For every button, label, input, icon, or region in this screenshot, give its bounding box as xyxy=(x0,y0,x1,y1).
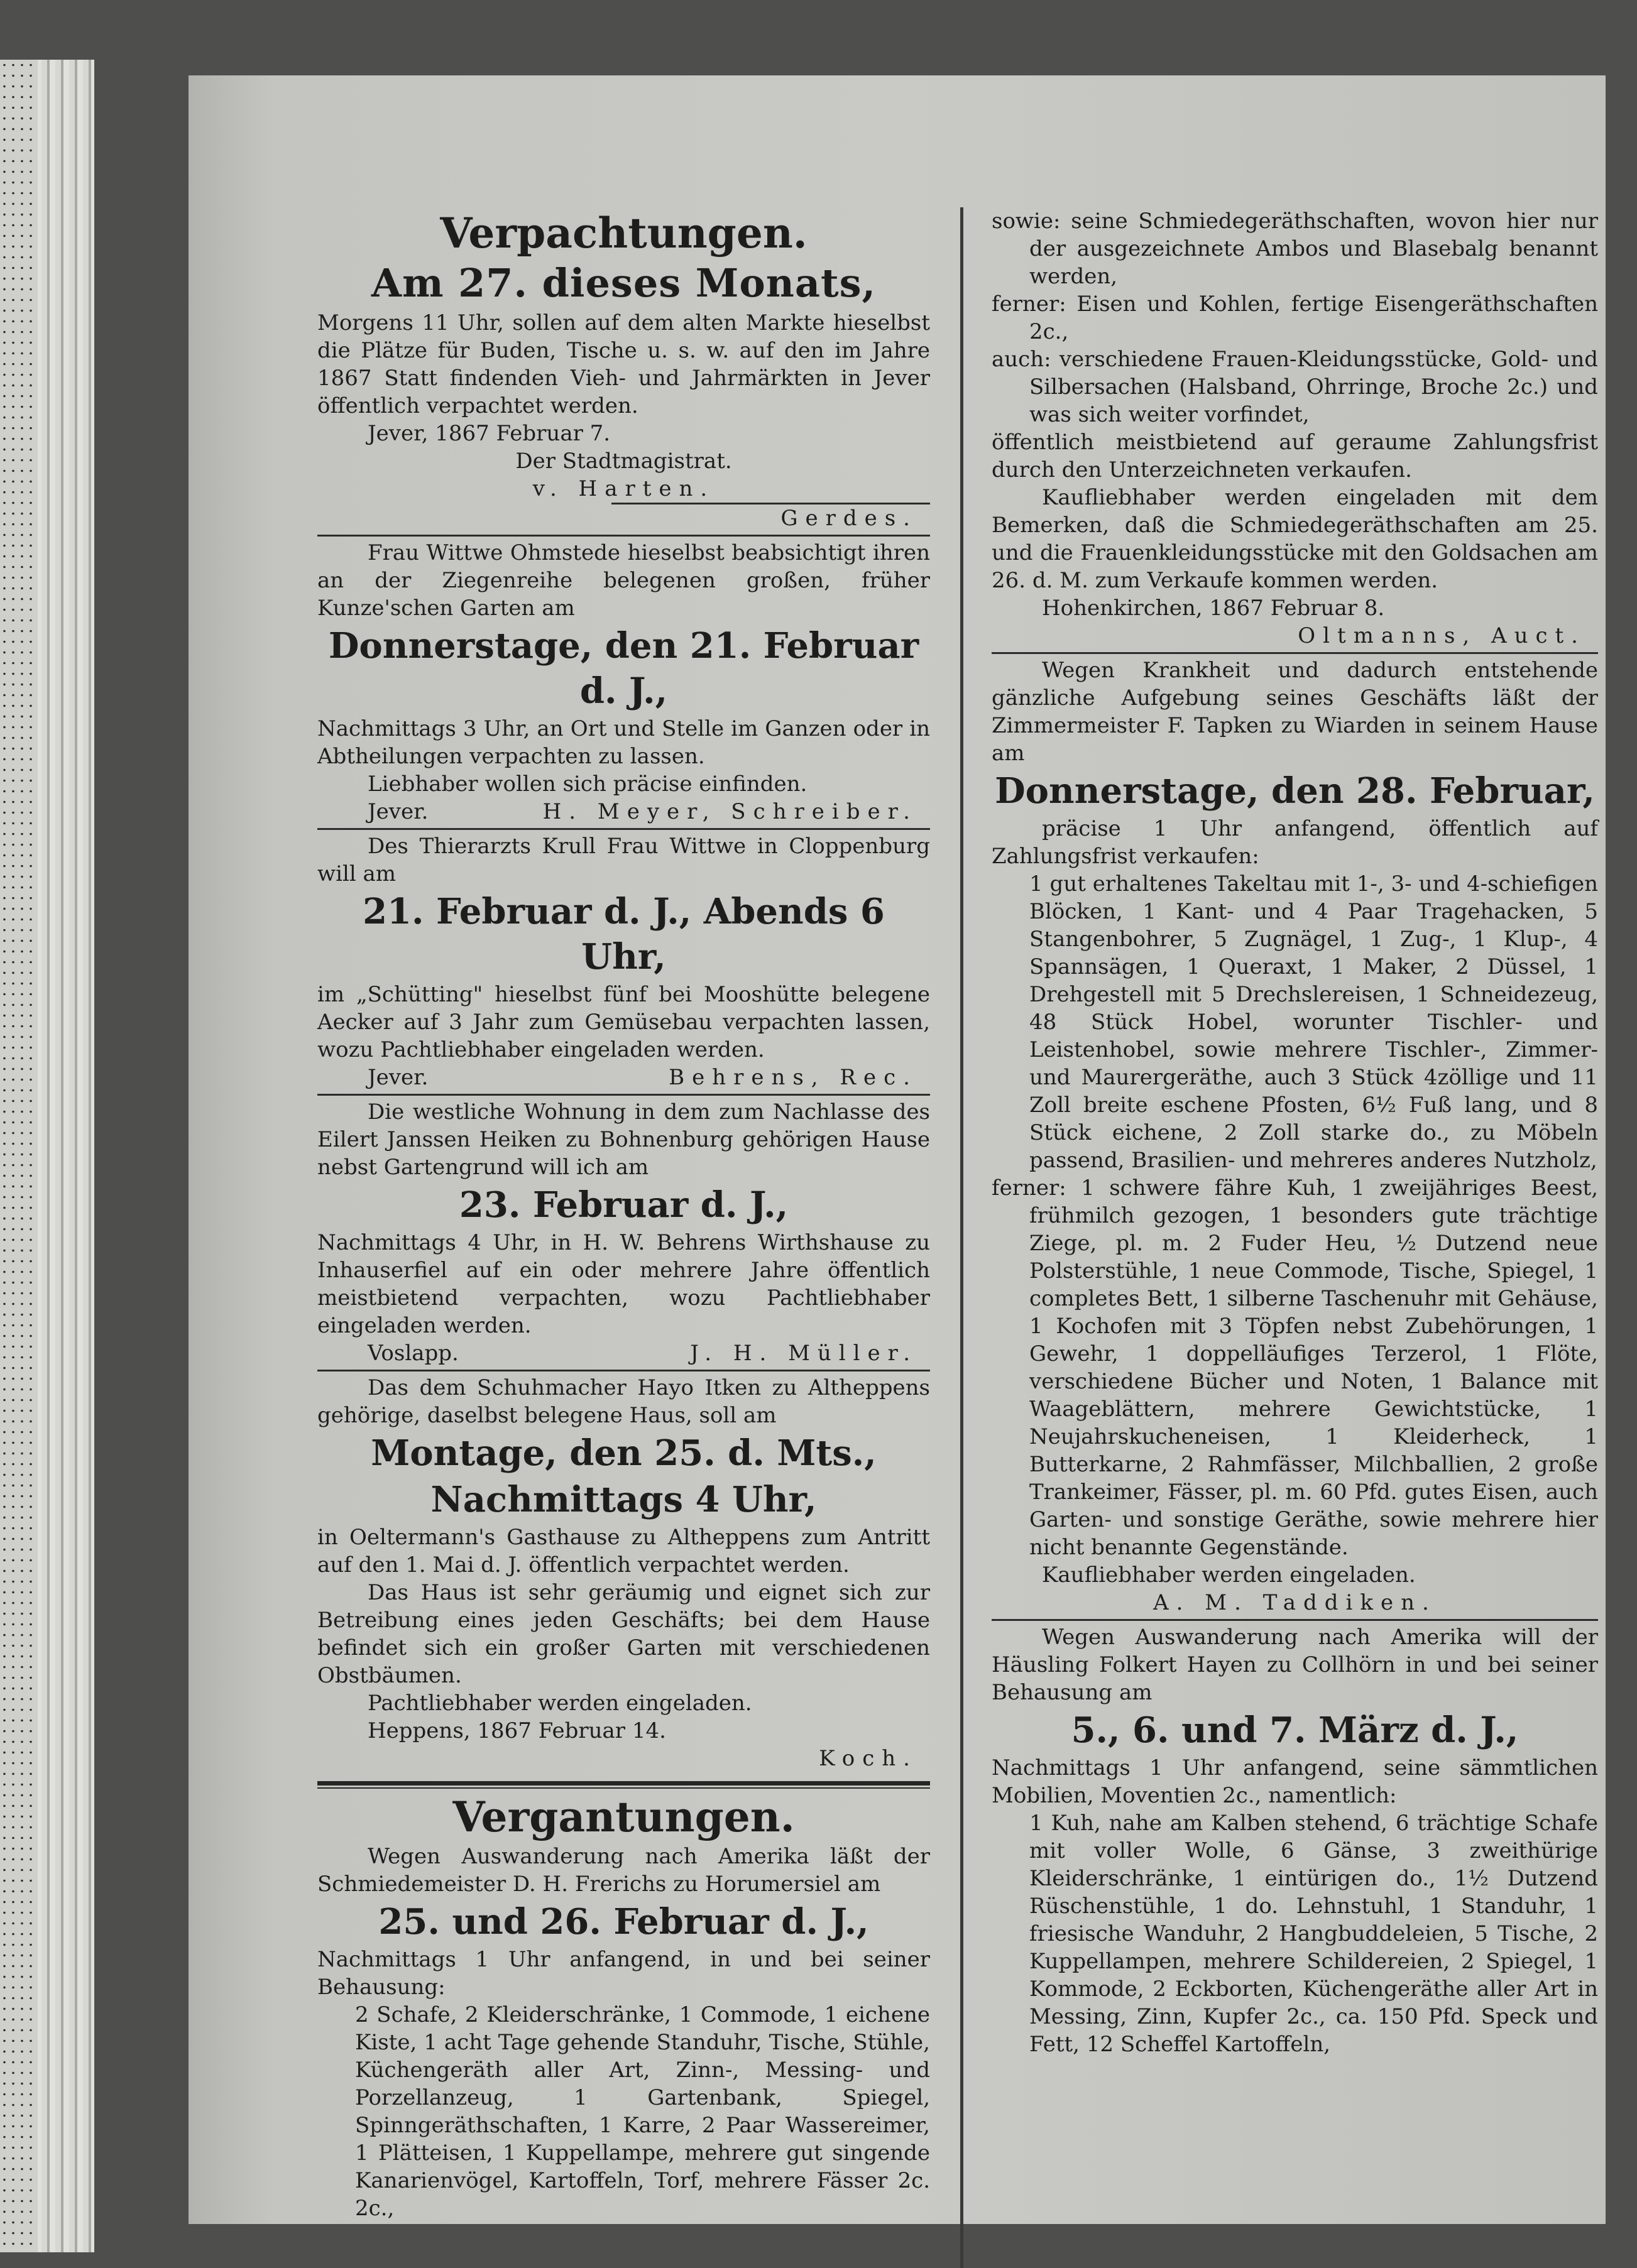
ad4-signature-line xyxy=(317,1339,930,1367)
ad7-ferner: ferner: 1 schwere fähre Kuh, 1 zweijähriges Beest, frühmilch gezogen, 1 besonders gute trächtige Ziege, pl. m. 2 Fuder Heu, ½ Dutzend neue Polsterstühle, 1 neue Commode, Tische, Spiegel, 1 completes Bett, 1 silberne Taschenuhr mit Gehäuse, 1 Kochofen mit 3 Töpfen nebst Zubehörungen, 1 Gewehr, 1 doppelläufiges Terzerol, 1 Flöte, verschiedene Bücher und Noten, 1 Balance mit Waageblättern, mehrere Gewichtstücke, 1 Neujahrskucheneisen, 1 Kleiderheck, 1 Butterkarne, 2 Rahmfässer, Milchballien, 2 große Trankeimer, Fässer, pl. m. 60 Pfd. gutes Eisen, auch Garten- und sonstige Geräthe, sowie mehrere hier nicht benannte Gegenstände. xyxy=(992,1175,1598,1560)
ad6-body-2: Nachmittags 1 Uhr anfangend, in und bei seiner Behausung: xyxy=(317,1947,930,2000)
marbled-book-edge xyxy=(0,60,38,2252)
ad6-ferner: ferner: Eisen und Kohlen, fertige Eisengeräthschaften 2c., xyxy=(992,292,1598,344)
ad7-body: Wegen Krankheit und dadurch entstehende gänzliche Aufgebung seines Geschäfts läßt der Zimmermeister F. Tapken zu Wiarden in seinem Hause am xyxy=(992,658,1598,766)
ad6-place-date: Hohenkirchen, 1867 Februar 8. xyxy=(1042,596,1385,621)
ad1-authority: Der Stadtmagistrat. xyxy=(515,449,732,474)
ad4-place: Voslapp. xyxy=(368,1341,459,1366)
ad3-signature-line xyxy=(317,1064,930,1091)
ad-separator xyxy=(317,1370,930,1371)
ad4-body-2: Nachmittags 4 Uhr, in H. W. Behrens Wirthshause zu Inhauserfiel auf ein oder mehrere Jahre öffentlich meistbietend verpachten, wozu Pachtliebhaber eingeladen werden. xyxy=(317,1230,930,1338)
right-column xyxy=(992,207,1598,2058)
ad1-body: Morgens 11 Uhr, sollen auf dem alten Markte hieselbst die Plätze für Buden, Tische u. s. w. auf den im Jahre 1867 Statt findenden Vieh- und Jahrmärkten in Jever öffentlich verpachtet werden. xyxy=(317,310,930,418)
ad8-items: 1 Kuh, nahe am Kalben stehend, 6 trächtige Schafe mit voller Wolle, 6 Gänse, 3 zweithürige Kleiderschränke, 1 eintürigen do., 1½ Dutzend Rüschenstühle, 1 do. Lehnstuhl, 1 Standuhr, 1 friesische Wanduhr, 2 Hangbuddeleien, 5 Tische, 2 Kuppellampen, mehrere Schildereien, 2 Spiegel, 1 Kommode, 2 Eckborten, Küchengeräthe aller Art in Messing, Zinn, Kupfer 2c., ca. 150 Pfd. Speck und Fett, 12 Scheffel Kartoffeln, xyxy=(1029,1811,1598,2057)
ad4-signature: J. H. Müller. xyxy=(690,1341,917,1366)
ad2-place: Jever. xyxy=(368,799,429,824)
ad3-body: Des Thierarzts Krull Frau Wittwe in Cloppenburg will am xyxy=(317,834,930,886)
ad7-signature: A. M. Taddiken. xyxy=(1153,1590,1437,1615)
ad7-note: Kaufliebhaber werden eingeladen. xyxy=(1042,1562,1416,1588)
ad7-date: Donnerstage, den 28. Februar, xyxy=(995,770,1595,812)
ad8-date: 5., 6. und 7. März d. J., xyxy=(1071,1709,1519,1751)
ad8-body-2: Nachmittags 1 Uhr anfangend, seine sämmtlichen Mobilien, Moventien 2c., namentlich: xyxy=(992,1755,1598,1808)
ad1-place-date: Jever, 1867 Februar 7. xyxy=(368,421,611,446)
ad-separator xyxy=(317,1094,930,1096)
ad1-signature-2: Gerdes. xyxy=(780,506,917,531)
section-title-verpachtungen: Verpachtungen. xyxy=(440,209,808,258)
ad2-signature-line xyxy=(317,798,930,826)
ad5-note: Pachtliebhaber werden eingeladen. xyxy=(368,1691,752,1716)
ad3-body-2: im „Schütting" hieselbst fünf bei Mooshütte belegene Aecker auf 3 Jahr zum Gemüsebau verpachten lassen, wozu Pachtliebhaber eingeladen werden. xyxy=(317,982,930,1062)
ad3-date: 21. Februar d. J., Abends 6 Uhr, xyxy=(363,891,885,978)
ad8-body: Wegen Auswanderung nach Amerika will der Häusling Folkert Hayen zu Collhörn in und bei seiner Behausung am xyxy=(992,1625,1598,1705)
left-column xyxy=(317,207,930,2222)
ad2-note: Liebhaber wollen sich präcise einfinden. xyxy=(368,771,808,797)
ad4-date: 23. Februar d. J., xyxy=(459,1184,789,1226)
ad6-sowie: sowie: seine Schmiedegeräthschaften, wovon hier nur der ausgezeichnete Ambos und Blasebalg benannt werden, xyxy=(992,209,1598,289)
ad2-body: Frau Wittwe Ohmstede hieselbst beabsichtigt ihren an der Ziegenreihe belegenen großen, früher Kunze'schen Garten am xyxy=(317,540,930,621)
ad-separator xyxy=(317,828,930,830)
ad5-body: Das dem Schuhmacher Hayo Itken zu Altheppens gehörige, daselbst belegene Haus, soll am xyxy=(317,1375,930,1428)
ad5-place-date: Heppens, 1867 Februar 14. xyxy=(368,1718,666,1743)
ad6-invitation: Kaufliebhaber werden eingeladen mit dem Bemerken, daß die Schmiedegeräthschaften am 25. und die Frauenkleidungsstücke mit den Goldsachen am 26. d. M. zum Verkaufe kommen werden. xyxy=(992,485,1598,593)
ad1-signature-1: v. Harten. xyxy=(532,476,715,501)
section-title-vergantungen: Vergantungen. xyxy=(452,1792,795,1841)
ad5-signature: Koch. xyxy=(819,1746,917,1771)
ad-separator xyxy=(317,535,930,537)
ad4-body: Die westliche Wohnung in dem zum Nachlasse des Eilert Janssen Heiken zu Bohnenburg gehörigen Hause nebst Gartengrund will ich am xyxy=(317,1099,930,1180)
ad5-time: Nachmittags 4 Uhr, xyxy=(430,1479,817,1520)
column-divider xyxy=(960,207,963,2268)
ad3-signature: Behrens, Rec. xyxy=(669,1065,917,1090)
ad5-date: Montage, den 25. d. Mts., xyxy=(371,1432,877,1474)
ad5-body-2: in Oeltermann's Gasthause zu Altheppens zum Antritt auf den 1. Mai d. J. öffentlich verpachtet werden. xyxy=(317,1525,930,1578)
ad1-date: Am 27. dieses Monats, xyxy=(371,260,877,306)
ad-separator xyxy=(992,1619,1598,1621)
ad6-body: Wegen Auswanderung nach Amerika läßt der Schmiedemeister D. H. Frerichs zu Horumersiel am xyxy=(317,1844,930,1897)
section-separator xyxy=(317,1781,930,1789)
ad7-body-2: präcise 1 Uhr anfangend, öffentlich auf Zahlungsfrist verkaufen: xyxy=(992,816,1598,869)
ad2-signature: H. Meyer, Schreiber. xyxy=(542,799,917,824)
ad6-auch: auch: verschiedene Frauen-Kleidungsstücke, Gold- und Silbersachen (Halsband, Ohrringe, Broche 2c.) und was sich weiter vorfindet, xyxy=(992,347,1598,427)
ad2-date: Donnerstage, den 21. Februar d. J., xyxy=(328,625,919,712)
ad-separator xyxy=(992,652,1598,654)
ad6-date: 25. und 26. Februar d. J., xyxy=(378,1901,869,1943)
ad7-items: 1 gut erhaltenes Takeltau mit 1-, 3- und 4-schiefigen Blöcken, 1 Kant- und 4 Paar Tragehacken, 5 Stangenbohrer, 5 Zugnägel, 1 Zug-, 1 Klup-, 4 Spannsägen, 1 Queraxt, 1 Maker, 2 Düssel, 1 Drehgestell mit 5 Drechslereisen, 1 Schneidezeug, 48 Stück Hobel, worunter Tischler- und Leistenhobel, sowie mehrere Tischler-, Zimmer- und Maurergeräthe, auch 3 Stück 4zöllige und 11 Zoll breite eschene Pfosten, 6½ Fuß lang, und 8 Stück eichene, 2 Zoll starke do., zu Möbeln passend, Brasilien- und mehreres anderes Nutzholz, xyxy=(1029,871,1598,1173)
ad2-body-2: Nachmittags 3 Uhr, an Ort und Stelle im Ganzen oder in Abtheilungen verpachten zu lassen. xyxy=(317,716,930,769)
ad3-place: Jever. xyxy=(368,1065,429,1090)
ad6-items: 2 Schafe, 2 Kleiderschränke, 1 Commode, 1 eichene Kiste, 1 acht Tage gehende Standuhr, Tische, Stühle, Küchengeräth aller Art, Zinn-, Messing- und Porzellanzeug, 1 Gartenbank, Spiegel, Spinngeräthschaften, 1 Karre, 2 Paar Wassereimer, 1 Plätteisen, 1 Kuppellampe, mehrere gut singende Kanarienvögel, Kartoffeln, Torf, mehrere Fässer 2c. 2c., xyxy=(355,2002,930,2221)
ad6-sale-terms: öffentlich meistbietend auf geraume Zahlungsfrist durch den Unterzeichneten verkaufen. xyxy=(992,430,1598,482)
ad5-body-3: Das Haus ist sehr geräumig und eignet sich zur Betreibung eines jeden Geschäfts; bei dem Hause befindet sich ein großer Garten mit verschiedenen Obstbäumen. xyxy=(317,1580,930,1688)
ad6-signature: Oltmanns, Auct. xyxy=(1298,623,1585,648)
